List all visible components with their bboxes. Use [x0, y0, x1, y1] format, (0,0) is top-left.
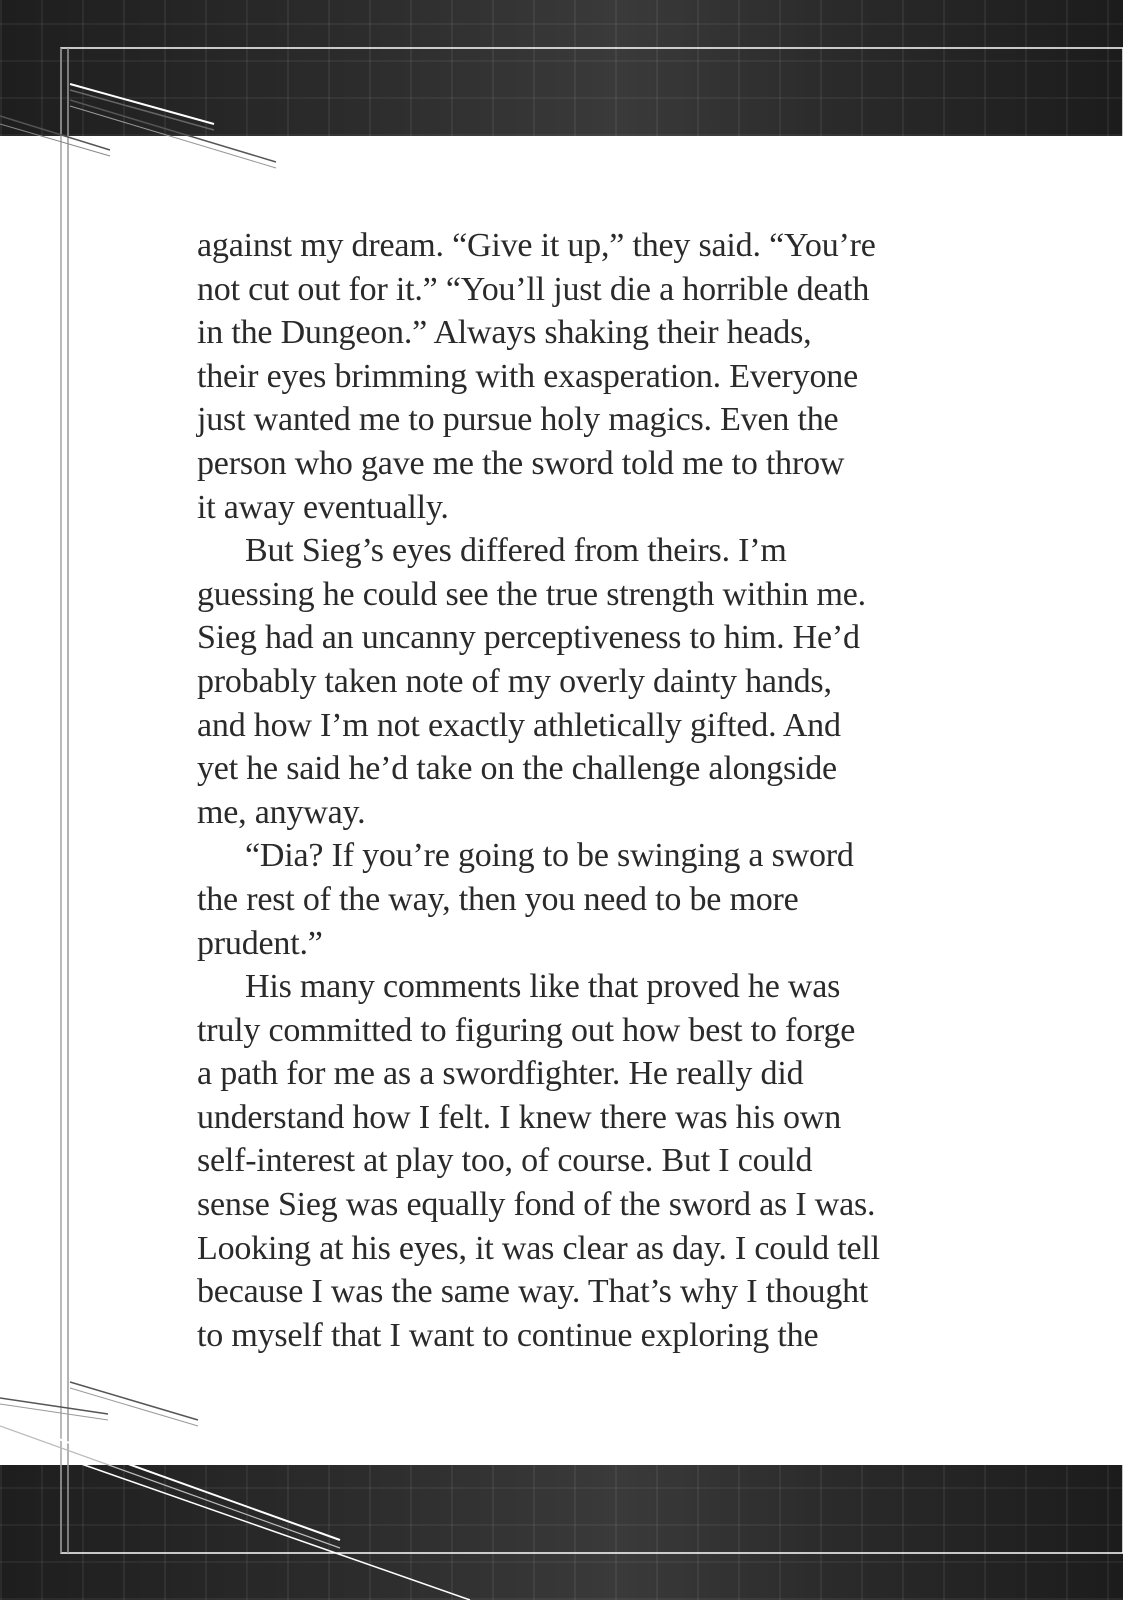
text-line: sense Sieg was equally fond of the sword as I was. — [197, 1186, 876, 1224]
text-line: prudent.” — [197, 924, 323, 962]
paragraph — [197, 834, 937, 965]
text-line: to myself that I want to continue exploring the — [197, 1316, 819, 1354]
text-line: the rest of the way, then you need to be more — [197, 880, 799, 918]
text-line: yet he said he’d take on the challenge alongside — [197, 750, 837, 788]
text-line: Sieg had an uncanny perceptiveness to him. He’d — [197, 619, 860, 657]
text-line: against my dream. “Give it up,” they said. “You’re — [197, 227, 876, 264]
text-line: self-interest at play too, of course. But I could — [197, 1142, 813, 1180]
text-line: But Sieg’s eyes differed from theirs. I’m — [245, 532, 787, 570]
text-line: because I was the same way. That’s why I thought — [197, 1273, 869, 1311]
text-line: not cut out for it.” “You’ll just die a horrible death — [197, 270, 870, 308]
top-decorative-band — [0, 0, 1123, 136]
text-line: and how I’m not exactly athletically gifted. And — [197, 706, 841, 744]
paragraph — [197, 529, 937, 834]
text-line: truly committed to figuring out how best to forge — [197, 1011, 856, 1049]
text-line: me, anyway. — [197, 793, 366, 831]
text-line: in the Dungeon.” Always shaking their heads, — [197, 314, 812, 352]
text-line: Looking at his eyes, it was clear as day. I could tell — [197, 1229, 880, 1267]
text-line: person who gave me the sword told me to throw — [197, 444, 845, 482]
bottom-decorative-band — [0, 1465, 1123, 1600]
body-text — [197, 224, 937, 1357]
paragraph — [197, 965, 937, 1357]
paragraph — [197, 224, 937, 529]
text-line: guessing he could see the true strength within me. — [197, 575, 866, 613]
text-line: just wanted me to pursue holy magics. Even the — [197, 401, 839, 439]
text-line: probably taken note of my overly dainty hands, — [197, 662, 832, 700]
text-line: understand how I felt. I knew there was his own — [197, 1098, 841, 1136]
text-line: it away eventually. — [197, 488, 449, 526]
text-line: His many comments like that proved he was — [245, 968, 841, 1006]
text-line: “Dia? If you’re going to be swinging a sword — [245, 837, 854, 875]
text-line: a path for me as a swordfighter. He really did — [197, 1055, 804, 1093]
text-line: their eyes brimming with exasperation. Everyone — [197, 357, 858, 395]
